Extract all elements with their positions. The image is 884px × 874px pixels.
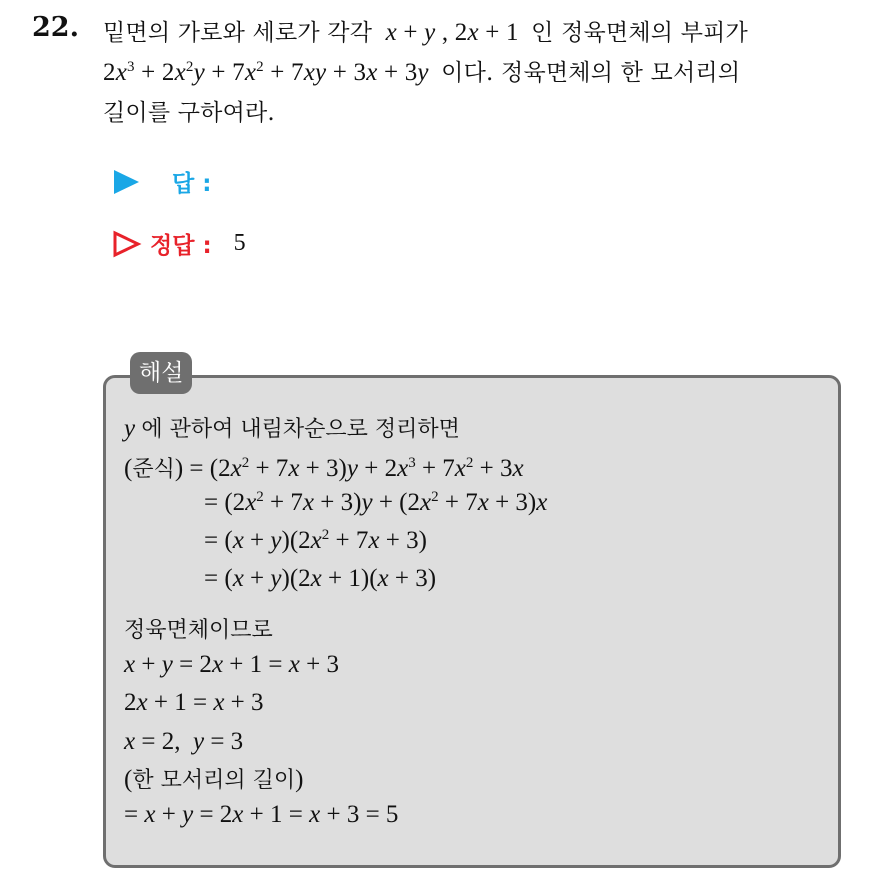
question-line-2 — [103, 54, 740, 87]
correct-answer-value: 5 — [233, 230, 246, 256]
solution-line-8: 2x + 1 = x + 3 — [124, 689, 264, 716]
solution-line-3: = $(2x^2 + 7x + 3)y + (2x^2 + 7x + 3)x$ — [204, 489, 548, 516]
question-line1-text: 밑면의 가로와 세로가 각각 — [103, 20, 373, 46]
solution-line-10: (한 모서리의 길이) — [124, 766, 304, 793]
solution-tag: 해설 — [130, 352, 192, 394]
solution-line-6: 정육면체이므로 — [124, 618, 273, 643]
answer-label: 답 : — [172, 171, 212, 197]
filled-play-triangle-icon — [112, 167, 142, 197]
solution-line-5: = (x + y)(2x + 1)(x + 3) — [204, 565, 437, 592]
solution-line-11: = x + y = 2x + 1 = x + 3 = 5 — [124, 801, 399, 828]
solution-line-9: x = 2, y = 3 — [124, 728, 244, 755]
solution-line-7: x + y = 2x + 1 = x + 3 — [124, 651, 339, 678]
question-line2-tail: 이다. 정육면체의 한 모서리의 — [441, 60, 741, 86]
question-line1-math: x + y , 2x + 1 — [385, 19, 526, 46]
correct-answer-row — [112, 227, 246, 260]
question-line-1 — [103, 14, 748, 47]
question-line1-tail: 인 정육면체의 부피가 — [531, 20, 748, 46]
outline-play-triangle-icon — [112, 229, 142, 259]
solution-line-4: = $(x + y)(2x^2 + 7x + 3)$ — [204, 527, 427, 554]
correct-answer-label: 정답 : — [150, 233, 212, 259]
solution-line-2: (준식) = $(2x^2 + 7x + 3)y + 2x^3 + 7x^2 + 3x$ — [124, 455, 524, 482]
question-number: 22. — [32, 12, 79, 43]
question-line-3: 길이를 구하여라. — [103, 100, 275, 126]
answer-row — [112, 165, 211, 198]
question-line2-math: $2x^3 + 2x^2y + 7x^2 + 7xy + 3x + 3y$ — [103, 59, 429, 86]
solution-line-1: y 에 관하여 내림차순으로 정리하면 — [124, 415, 460, 442]
